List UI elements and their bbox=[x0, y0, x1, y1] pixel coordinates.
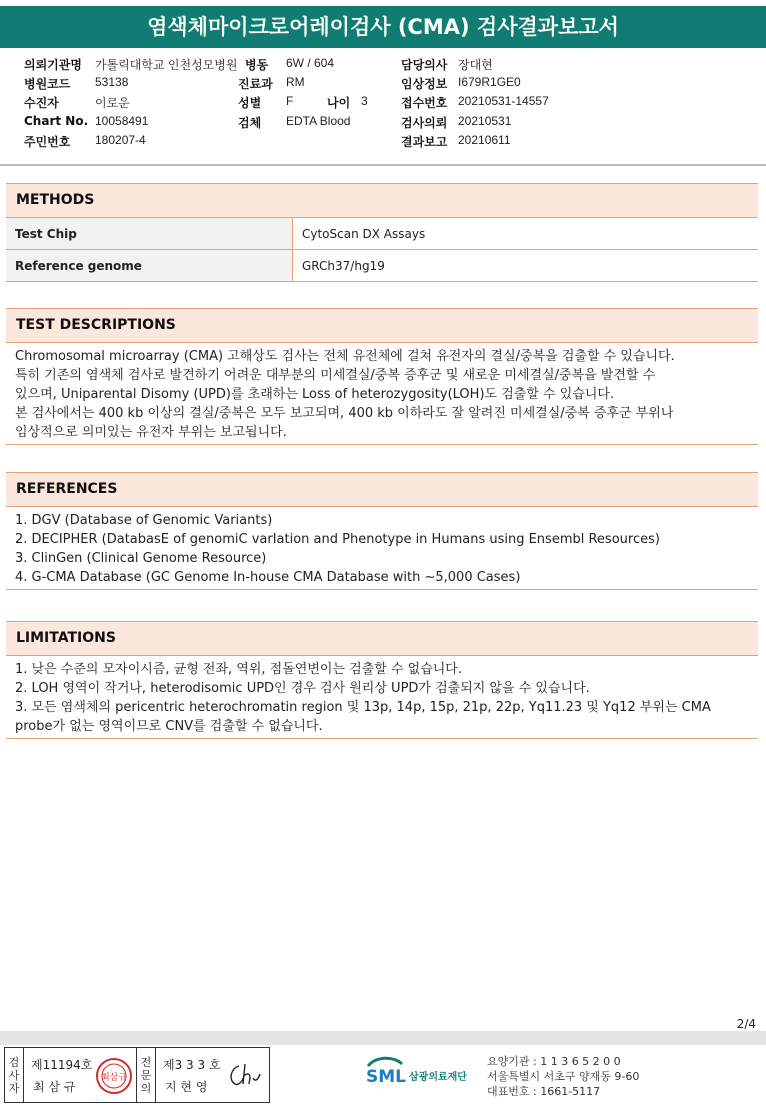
label-receipt-no: 접수번호 bbox=[401, 96, 448, 110]
specialist-label: 전 문 의 bbox=[136, 1048, 156, 1102]
limitations-section bbox=[6, 621, 758, 739]
label-specimen: 검체 bbox=[238, 116, 262, 130]
value-department: RM bbox=[286, 75, 305, 89]
signature-box bbox=[4, 1047, 270, 1103]
list-item: 1. DGV (Database of Genomic Variants) bbox=[15, 513, 273, 528]
label-chart-no: Chart No. bbox=[24, 114, 89, 128]
list-item: 2. DECIPHER (DatabasE of genomiC varIation and Phenotype in Humans using Ensembl Resources) bbox=[15, 532, 660, 547]
official-seal-icon bbox=[95, 1057, 133, 1095]
specialist-name: 지 현 영 bbox=[165, 1080, 208, 1094]
references-section bbox=[6, 472, 758, 590]
table-row bbox=[6, 250, 758, 282]
label-patient: 수진자 bbox=[24, 96, 59, 110]
address: 서울특별시 서초구 양재동 9-60 bbox=[487, 1070, 640, 1083]
svg-text:최삼규: 최삼규 bbox=[100, 1073, 128, 1083]
value-chart-no: 10058491 bbox=[95, 114, 149, 128]
value-resident-no: 180207-4 bbox=[95, 133, 146, 147]
signature-icon bbox=[225, 1060, 263, 1090]
value-receipt-no: 20210531-14557 bbox=[458, 94, 549, 108]
value-report-date: 20210611 bbox=[458, 133, 511, 147]
reference-genome-value: GRCh37/hg19 bbox=[293, 250, 759, 282]
test-chip-value: CytoScan DX Assays bbox=[293, 218, 759, 250]
value-age: 3 bbox=[361, 94, 368, 108]
inspector-license-no: 제11194호 bbox=[31, 1058, 93, 1072]
sml-logo-icon bbox=[364, 1052, 484, 1092]
test-descriptions-section bbox=[6, 308, 758, 445]
description-line: 있으며, Uniparental Disomy (UPD)를 초래하는 Loss of heterozygosity(LOH)도 검출할 수 있습니다. bbox=[15, 387, 615, 402]
description-line: Chromosomal microarray (CMA) 고해상도 검사는 전체 유전체에 걸쳐 유전자의 결실/중복을 검출할 수 있습니다. bbox=[15, 349, 675, 364]
label-age: 나이 bbox=[327, 96, 351, 110]
value-patient: 이로운 bbox=[95, 96, 130, 110]
value-request-date: 20210531 bbox=[458, 114, 512, 128]
label-sex: 성별 bbox=[238, 96, 262, 110]
list-item: 2. LOH 영역이 작거나, heterodisomic UPD인 경우 검사 원리상 UPD가 검출되지 않을 수 있습니다. bbox=[15, 681, 590, 696]
label-requesting-institution: 의뢰기관명 bbox=[24, 58, 82, 72]
label-report-date: 결과보고 bbox=[401, 135, 448, 149]
test-chip-label: Test Chip bbox=[6, 218, 293, 250]
methods-heading: METHODS bbox=[6, 183, 758, 218]
description-line: 특히 기존의 염색체 검사로 발견하기 어려운 대부분의 미세결실/중복 증후군 및 새로운 미세결실/중복을 발견할 수 bbox=[15, 368, 656, 383]
value-physician: 장대현 bbox=[458, 58, 493, 72]
list-item: probe가 없는 영역이므로 CNV를 검출할 수 없습니다. bbox=[15, 719, 323, 734]
value-specimen: EDTA Blood bbox=[286, 114, 351, 128]
list-item: 3. 모든 염색체의 pericentric heterochromatin region 및 13p, 14p, 15p, 21p, 22p, Yq11.23 및 Yq12 부위는 CMA bbox=[15, 700, 711, 715]
header-divider bbox=[0, 164, 766, 166]
test-descriptions-body bbox=[6, 343, 758, 445]
limitations-heading: LIMITATIONS bbox=[6, 621, 758, 656]
list-item: 1. 낮은 수준의 모자이시즘, 균형 전좌, 역위, 점돌연변이는 검출할 수 없습니다. bbox=[15, 662, 462, 677]
label-department: 진료과 bbox=[238, 77, 273, 91]
list-item: 4. G-CMA Database (GC Genome In-house CMA Database with ~5,000 Cases) bbox=[15, 570, 521, 585]
value-requesting-institution: 가톨릭대학교 인천성모병원 bbox=[95, 58, 238, 72]
references-heading: REFERENCES bbox=[6, 472, 758, 507]
svg-text:SML: SML bbox=[366, 1067, 406, 1087]
description-line: 본 검사에서는 400 kb 이상의 결실/중복은 모두 보고되며, 400 kb 이하라도 잘 알려진 미세결실/중복 증후군 부위나 bbox=[15, 406, 674, 421]
label-resident-no: 주민번호 bbox=[24, 135, 71, 149]
reference-genome-label: Reference genome bbox=[6, 250, 293, 282]
inspector-name: 최 삼 규 bbox=[33, 1080, 76, 1094]
methods-section bbox=[6, 183, 758, 282]
methods-table bbox=[6, 218, 758, 282]
value-hospital-code: 53138 bbox=[95, 75, 129, 89]
label-ward: 병동 bbox=[245, 58, 269, 72]
label-physician: 담당의사 bbox=[401, 58, 448, 72]
label-clinical-info: 임상정보 bbox=[401, 77, 448, 91]
table-row bbox=[6, 218, 758, 250]
label-hospital-code: 병원코드 bbox=[24, 77, 71, 91]
test-descriptions-heading: TEST DESCRIPTIONS bbox=[6, 308, 758, 343]
value-sex: F bbox=[286, 94, 294, 108]
value-clinical-info: I679R1GE0 bbox=[458, 75, 521, 89]
description-line: 임상적으로 의미있는 유전자 부위는 보고됩니다. bbox=[15, 425, 287, 440]
value-ward: 6W / 604 bbox=[286, 56, 335, 70]
svg-text:삼광의료재단: 삼광의료재단 bbox=[409, 1072, 467, 1083]
specialist-license-no: 제3 3 3 호 bbox=[163, 1058, 221, 1072]
report-title: 염색체마이크로어레이검사 (CMA) 검사결과보고서 bbox=[0, 6, 766, 48]
phone-number: 대표번호 : 1661-5117 bbox=[487, 1085, 601, 1098]
organization-info bbox=[487, 1054, 639, 1099]
limitations-body bbox=[6, 656, 758, 739]
footer-band bbox=[0, 1031, 766, 1045]
page-number: 2/4 bbox=[736, 1017, 756, 1031]
list-item: 3. ClinGen (Clinical Genome Resource) bbox=[15, 551, 267, 566]
label-request-date: 검사의뢰 bbox=[401, 116, 448, 130]
inspector-label: 검 사 자 bbox=[5, 1048, 24, 1102]
care-institution-no: 요양기관 : 1 1 3 6 5 2 0 0 bbox=[487, 1055, 621, 1068]
references-body bbox=[6, 507, 758, 590]
